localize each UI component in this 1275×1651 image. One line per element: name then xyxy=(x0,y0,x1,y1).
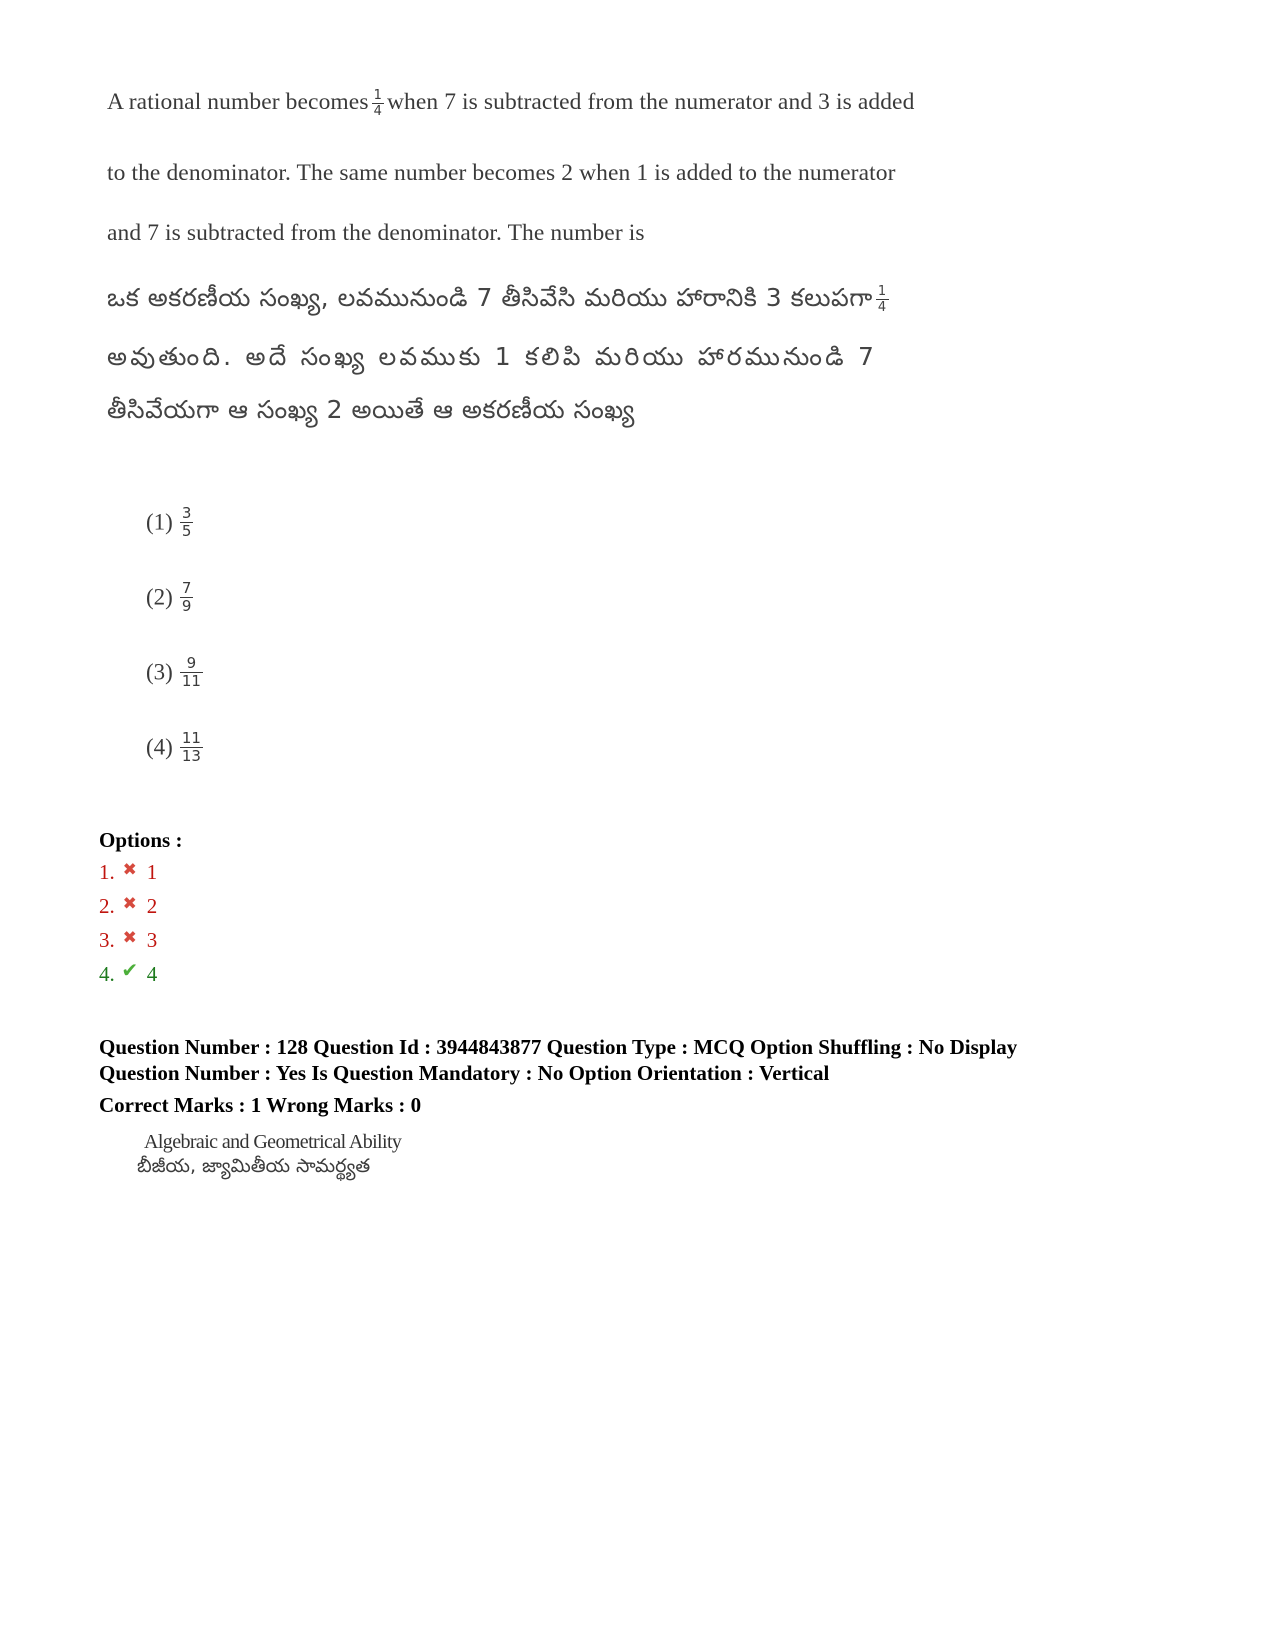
question-telugu-line-3: తీసివేయగా ఆ సంఖ్య 2 అయితే ఆ అకరణీయ సంఖ్య xyxy=(107,395,635,424)
question-meta-line-1: Question Number : 128 Question Id : 3944843877 Question Type : MCQ Option Shuffling : No Display xyxy=(99,1035,1018,1059)
cross-icon: ✖ xyxy=(122,928,137,948)
question-telugu-line-2: అవుతుంది. అదే సంఖ్య లవముకు 1 కలిపి మరియు హారమునుండి 7 xyxy=(107,342,878,371)
option-item-1: 1. ✖ 1 xyxy=(99,860,158,884)
choice-2-fraction: $\frac{7}{9}$ xyxy=(181,579,192,615)
option-item-3: 3. ✖ 3 xyxy=(99,928,158,952)
cross-icon: ✖ xyxy=(122,860,137,880)
cross-icon: ✖ xyxy=(122,894,137,914)
section-stamp-telugu: బీజీయ, జ్యామితీయ సామర్థ్యత xyxy=(137,1155,371,1177)
question-meta-line-2: Question Number : Yes Is Question Mandatory : No Option Orientation : Vertical xyxy=(99,1061,830,1085)
section-stamp-english: Algebraic and Geometrical Ability xyxy=(144,1131,402,1153)
choice-3: (3) $\frac{9}{11}$ xyxy=(146,654,201,690)
question-english-line-2: to the denominator. The same number becomes 2 when 1 is added to the numerator xyxy=(107,160,896,186)
option-item-2: 2. ✖ 2 xyxy=(99,894,158,918)
marks-info: Correct Marks : 1 Wrong Marks : 0 xyxy=(99,1093,422,1117)
choice-4-fraction: $\frac{11}{13}$ xyxy=(181,729,201,765)
options-title: Options : xyxy=(99,828,183,852)
choice-2: (2) $\frac{7}{9}$ xyxy=(146,579,192,615)
question-english-line-3: and 7 is subtracted from the denominator. The number is xyxy=(107,220,645,246)
choice-1-fraction: $\frac{3}{5}$ xyxy=(181,504,192,540)
check-icon: ✔ xyxy=(121,958,139,982)
question-english-line-1: A rational number becomes $\frac{1}{4}$ when 7 is subtracted from the numerator and 3 is added xyxy=(107,88,915,119)
option-item-4: 4. ✔ 4 xyxy=(99,958,158,986)
question-telugu-line-1: ఒక అకరణీయ సంఖ్య, లవమునుండి 7 తీసివేసి మరియు హారానికి 3 కలుపగా $\frac{1}{4}$ xyxy=(107,283,887,315)
choice-3-fraction: $\frac{9}{11}$ xyxy=(181,654,201,690)
choice-1: (1) $\frac{3}{5}$ xyxy=(146,504,192,540)
fraction-one-quarter-telugu: $\frac{1}{4}$ xyxy=(877,283,887,315)
fraction-one-quarter: $\frac{1}{4}$ xyxy=(373,88,382,119)
choice-4: (4) $\frac{11}{13}$ xyxy=(146,729,201,765)
section-stamp xyxy=(137,1131,402,1182)
